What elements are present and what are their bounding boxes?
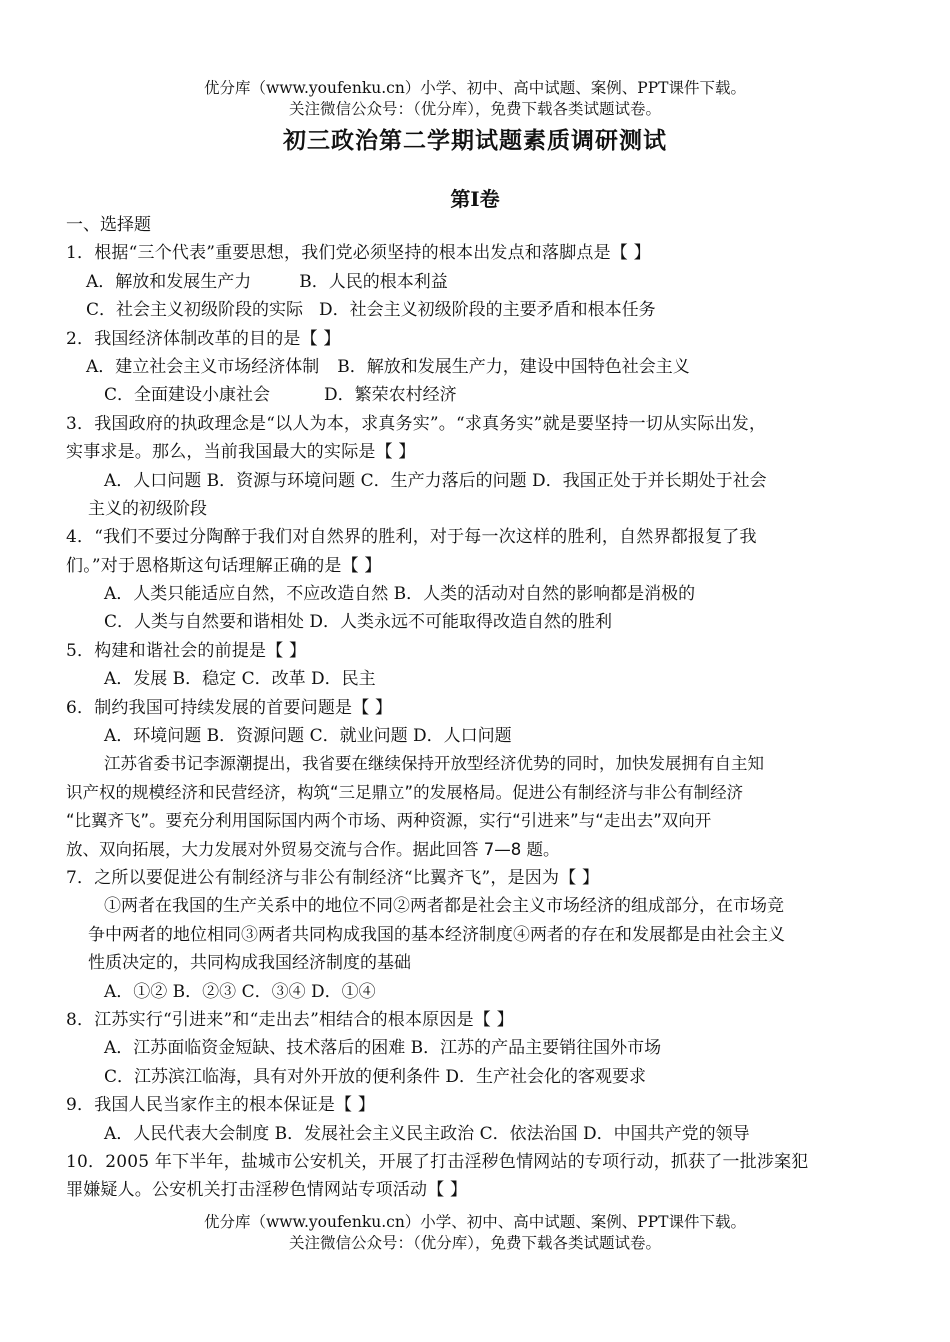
- question-5-options: A．发展 B．稳定 C．改革 D．民主: [104, 669, 376, 690]
- question-4-stem-line-1: 4．“我们不要过分陶醉于我们对自然界的胜利，对于每一次这样的胜利，自然界都报复了我: [66, 527, 757, 548]
- question-2-stem: 2．我国经济体制改革的目的是【 】: [66, 328, 341, 349]
- question-4-options-line-2: C．人类与自然要和谐相处 D．人类永远不可能取得改造自然的胜利: [104, 612, 613, 633]
- question-3-stem-line-2: 实事求是。那么，当前我国最大的实际是【 】: [66, 442, 416, 463]
- exam-title: 初三政治第二学期试题素质调研测试: [283, 127, 667, 154]
- question-3-options-line-2: 主义的初级阶段: [88, 498, 207, 519]
- question-9-stem: 9．我国人民当家作主的根本保证是【 】: [66, 1095, 376, 1116]
- question-3-options-line-1: A．人口问题 B．资源与环境问题 C．生产力落后的问题 D．我国正处于并长期处于社会: [104, 470, 767, 491]
- question-5-stem: 5．构建和谐社会的前提是【 】: [66, 640, 307, 661]
- question-2-options-ab: [66, 353, 886, 381]
- footer-line-2: 关注微信公众号：（优分库），免费下载各类试题试卷。: [288, 1234, 661, 1252]
- question-1-stem: 1．根据“三个代表”重要思想，我们党必须坚持的根本出发点和落脚点是【 】: [66, 243, 651, 264]
- material-line-1: 江苏省委书记李源潮提出，我省要在继续保持开放型经济优势的同时，加快发展拥有自主知: [104, 754, 764, 774]
- option-c: C．社会主义初级阶段的实际: [86, 300, 304, 321]
- option-b: B．人民的根本利益: [299, 271, 448, 292]
- option-a: A．解放和发展生产力: [86, 271, 252, 292]
- question-7-stem: 7．之所以要促进公有制经济与非公有制经济“比翼齐飞”，是因为【 】: [66, 867, 600, 888]
- question-9-options: A．人民代表大会制度 B．发展社会主义民主政治 C．依法治国 D．中国共产党的领导: [104, 1123, 750, 1144]
- page-header: [0, 78, 950, 120]
- option-a: A．建立社会主义市场经济体制: [86, 356, 320, 377]
- option-b: B．解放和发展生产力，建设中国特色社会主义: [337, 356, 690, 377]
- question-7-statement-line-3: 性质决定的，共同构成我国经济制度的基础: [88, 953, 411, 974]
- question-4-options-line-1: A．人类只能适应自然，不应改造自然 B．人类的活动对自然的影响都是消极的: [104, 584, 696, 605]
- option-d: D．繁荣农村经济: [324, 385, 457, 406]
- question-8-options-line-1: A．江苏面临资金短缺、技术落后的困难 B．江苏的产品主要销往国外市场: [104, 1038, 662, 1059]
- question-7-statement-line-1: ①两者在我国的生产关系中的地位不同②两者都是社会主义市场经济的组成部分，在市场竞: [104, 896, 784, 917]
- question-8-options-line-2: C．江苏滨江临海，具有对外开放的便利条件 D．生产社会化的客观要求: [104, 1066, 647, 1087]
- volume-heading: 第Ⅰ卷: [450, 187, 500, 211]
- section-heading: 一、选择题: [66, 215, 151, 235]
- question-2-options-cd: [66, 381, 886, 409]
- header-line-2: 关注微信公众号：（优分库），免费下载各类试题试卷。: [288, 100, 661, 118]
- material-line-2: 识产权的规模经济和民营经济，构筑“三足鼎立”的发展格局。促进公有制经济与非公有制经济: [66, 782, 744, 802]
- question-1-options-cd: [66, 296, 886, 324]
- question-4-stem-line-2: 们。”对于恩格斯这句话理解正确的是【 】: [66, 555, 382, 576]
- exam-content: [66, 211, 886, 1205]
- question-7-statement-line-2: 争中两者的地位相同③两者共同构成我国的基本经济制度④两者的存在和发展都是由社会主义: [88, 924, 785, 945]
- question-7-options: A．①② B．②③ C．③④ D．①④: [104, 981, 376, 1002]
- option-d: D．社会主义初级阶段的主要矛盾和根本任务: [319, 300, 656, 321]
- question-8-stem: 8．江苏实行“引进来”和“走出去”相结合的根本原因是【 】: [66, 1009, 514, 1030]
- footer-line-1: 优分库（www.youfenku.cn）小学、初中、高中试题、案例、PPT课件下载。: [203, 1213, 747, 1231]
- option-c: C．全面建设小康社会: [104, 385, 271, 406]
- question-10-stem-line-1: 10．2005 年下半年，盐城市公安机关，开展了打击淫秽色情网站的专项行动，抓获了一批涉案犯: [66, 1151, 809, 1172]
- page-footer: [0, 1212, 950, 1254]
- header-line-1: 优分库（www.youfenku.cn）小学、初中、高中试题、案例、PPT课件下载。: [203, 79, 747, 97]
- question-6-stem: 6．制约我国可持续发展的首要问题是【 】: [66, 697, 393, 718]
- question-6-options: A．环境问题 B．资源问题 C．就业问题 D．人口问题: [104, 726, 512, 747]
- material-line-3: “比翼齐飞”。要充分利用国际国内两个市场、两种资源，实行“引进来”与“走出去”双向开: [66, 811, 712, 831]
- material-line-4: 放、双向拓展，大力发展对外贸易交流与合作。据此回答 7—8 题。: [66, 839, 560, 859]
- question-10-stem-line-2: 罪嫌疑人。公安机关打击淫秽色情网站专项活动【 】: [66, 1180, 468, 1201]
- question-1-options-ab: [66, 268, 886, 296]
- question-3-stem-line-1: 3．我国政府的执政理念是“以人为本，求真务实”。“求真务实”就是要坚持一切从实际出发，: [66, 413, 767, 434]
